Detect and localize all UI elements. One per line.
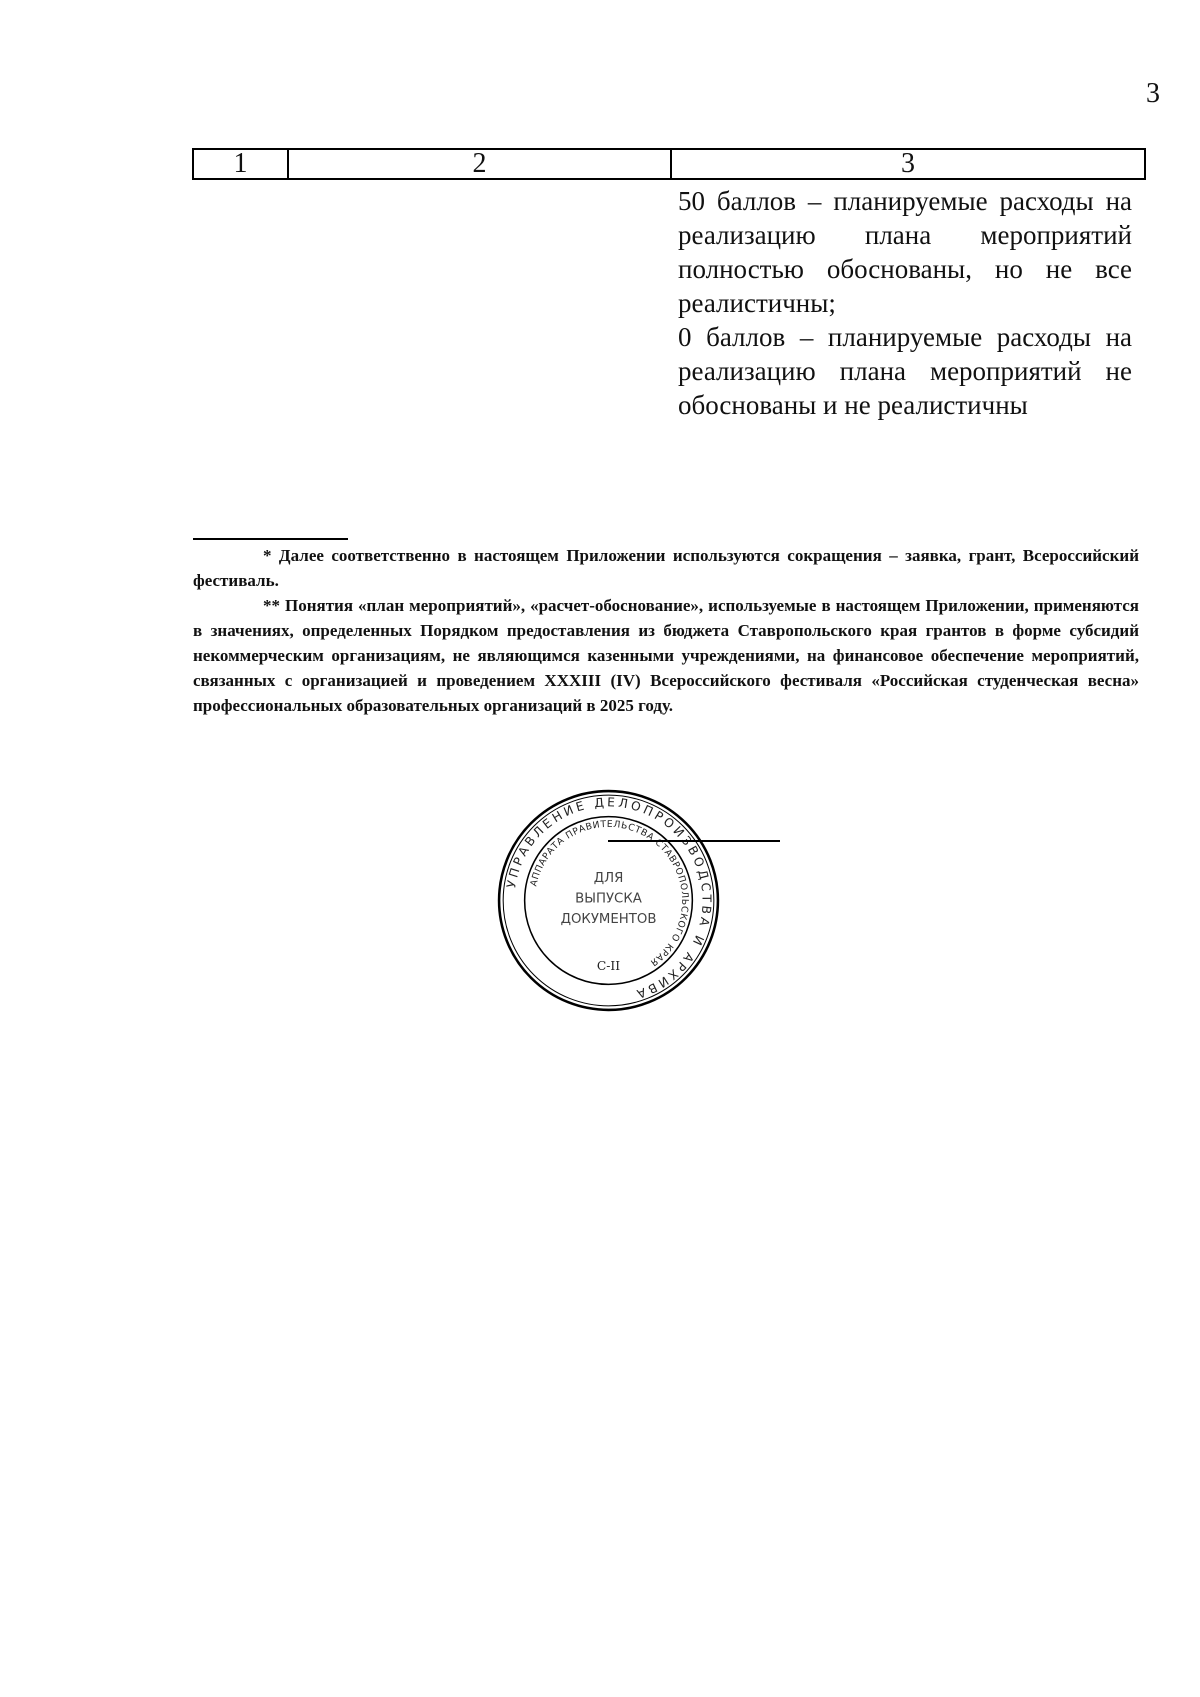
score-50-text: 50 баллов – планируемые расходы на реализацию плана мероприятий полностью обоснованы, но не все реалистичны; (678, 186, 1132, 318)
official-stamp (496, 788, 721, 1013)
score-0-text: 0 баллов – планируемые расходы на реализацию плана мероприятий не обоснованы и не реалистичны (678, 322, 1132, 420)
column-number-1: 1 (193, 149, 288, 179)
stamp-center-line-3: ДОКУМЕНТОВ (560, 912, 657, 927)
footnote-2: ** Понятия «план мероприятий», «расчет-обоснование», используемые в настоящем Приложении, применяются в значениях, определенных Порядком предоставления из бюджета Ставропольского края грантов в форме субсидий некоммерческим организациям, не являющимся казенными учреждениями, на финансовое обеспечение мероприятий, связанных с организацией и проведением XXXIII (IV) Всероссийского фестиваля «Российская студенческая весна» профессиональных образовательных организаций в 2025 году. (193, 596, 1139, 715)
column-number-3: 3 (671, 149, 1145, 179)
stamp-inner-ring-text: АППАРАТА ПРАВИТЕЛЬСТВА СТАВРОПОЛЬСКОГО КРАЯ (528, 818, 691, 969)
footnotes (193, 543, 1139, 718)
stamp-outer-ring-text: УПРАВЛЕНИЕ ДЕЛОПРОИЗВОДСТВА И АРХИВА (504, 795, 714, 1002)
footnote-separator (193, 538, 348, 540)
stamp-code: С-II (596, 959, 621, 974)
footnote-1: * Далее соответственно в настоящем Приложении используются сокращения – заявка, грант, Всероссийский фестиваль. (193, 546, 1139, 590)
column-number-header (192, 148, 1146, 180)
page-number: 3 (1146, 78, 1160, 109)
stamp-center-line-2: ВЫПУСКА (575, 891, 642, 907)
stamp-center-line-1: ДЛЯ (593, 871, 624, 887)
criteria-cell (678, 184, 1132, 422)
column-number-2: 2 (288, 149, 671, 179)
signature-line (608, 840, 780, 842)
